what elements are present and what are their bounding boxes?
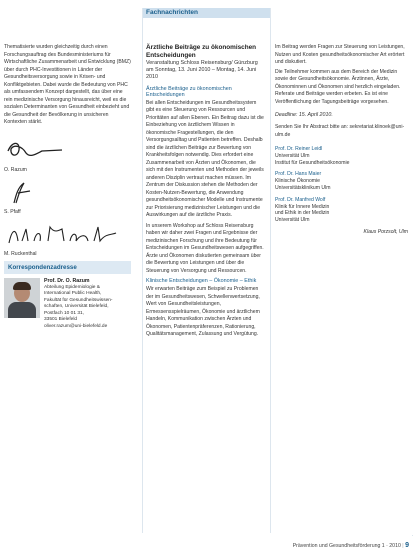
signature-name: M. Ruckenthal — [4, 250, 37, 257]
correspondence-text — [44, 278, 113, 331]
column-divider — [270, 8, 271, 533]
news-area — [142, 0, 413, 549]
contact-name: Prof. Dr. Manfred Wolf — [275, 196, 326, 203]
article-subheading: Ärztliche Beiträge zu ökonomischen Entscheidungen — [146, 85, 232, 98]
address-line: 33501 Bielefeld — [44, 317, 78, 323]
address-line: Abteilung Epidemiologie & — [44, 284, 101, 290]
right-paragraph: Die Teilnehmer kommen aus dem Bereich der Medizin sowie der Gesundheitsökonomie. Ärztinnen, Ärzte, Ökonominnen und Ökonomen sind herzlich eingeladen. Referate und Beiträge werden erbeten. Es ist eine Veröffentlichung der Tagungsbeiträge vorgesehen. — [275, 68, 401, 105]
contact-address — [275, 146, 408, 166]
page-number: 9 — [405, 542, 409, 549]
journal-name: Prävention und Gesundheitsförderung 1 · 2010 — [292, 543, 401, 549]
right-paragraph: Im Beitrag werden Fragen zur Steuerung von Leistungen, Nutzen und Kosten gesundheitsökonomischer Art erörtert und diskutiert. — [275, 44, 405, 65]
signature-ruckenthal-icon — [6, 223, 126, 247]
article-paragraph: Bei allen Entscheidungen im Gesundheitssystem gibt es eine Steuerung von Ressourcen und Prioritäten auf allen Ebenen. Ein Beitrag dazu ist die Einbeziehung von ärztlichem Wissen in ökonomische Fragestellungen, die den Versorgungsalltag und Patienten betreffen. Deshalb sind die ärztlichen Beiträge zur Bewertung von Krankheitsfolgen notwendig. Dies erfordert eine Zusammenarbeit von Ärzten und Ökonomen, die sich mit den Instrumenten und Methoden der jeweils anderen Disziplin vertraut machen müssen. Im Zentrum der Diskussion stehen die Methoden der Kosten-Nutzen-Bewertung, die Anwendung gesundheitsökonomischer Modelle und Instrumente zur Priorisierung medizinischer Leistungen und die Auswirkungen auf die ärztliche Praxis. — [146, 99, 264, 219]
signature-block-1 — [4, 137, 131, 173]
signature-block-2 — [4, 179, 131, 215]
address-line: Fakultät für Gesundheitswissen- — [44, 297, 113, 303]
article-subtitle: Veranstaltung Schloss Reisensburg/ Günzburg am Sonntag, 13. Juni 2010 – Montag, 14. Juni 2010 — [146, 59, 258, 80]
contact-name: Prof. Dr. Reiner Leidl — [275, 146, 323, 152]
contact-institution: Universität Ulm — [275, 152, 310, 159]
deadline: Deadline: 15. April 2010. — [275, 112, 333, 118]
send-to: Senden Sie Ihr Abstract bitte an: sekretariat.klinoek@uni-ulm.de — [275, 124, 405, 138]
contact-institution: Klinische Ökonomie — [275, 178, 321, 185]
article-title: Ärztliche Beiträge zu ökonomischen Entscheidungen — [146, 44, 257, 59]
correspondence-body — [4, 278, 131, 331]
signature-block-3 — [4, 221, 131, 257]
right-column — [275, 44, 408, 235]
author-name: Prof. Dr. O. Razum — [44, 277, 90, 284]
article-subheading: Klinische Entscheidungen – Ökonomie – Ethik — [146, 278, 257, 285]
signature-name: O. Razum — [4, 166, 27, 173]
address-line: Postfach 10 01 31, — [44, 310, 85, 316]
signature-name: S. Pfaff — [4, 208, 21, 215]
signature-razum-icon — [6, 139, 66, 161]
contact-address — [275, 197, 408, 224]
article-column — [146, 44, 264, 342]
author-photo — [4, 278, 40, 318]
left-column — [4, 44, 131, 331]
contact-address — [275, 171, 408, 191]
section-label: Fachnachrichten — [146, 9, 199, 16]
contact-institution: und Ethik in der Medizin — [275, 210, 330, 217]
closing-signature: Klaus Porzsolt, Ulm — [363, 228, 408, 235]
column-divider — [142, 8, 143, 533]
correspondence-heading: Korrespondenzadresse — [4, 261, 131, 274]
left-paragraph: Thematisierte wurden gleichzeitig durch einen Forschungsauftrag des Bundesministeriums für Wirtschaftliche Zusammenarbeit und Entwicklung (BMZ) über durch PHC-Investitionen in Länder der Gesundheitsversorgung sowie in Krisen- und Konfliktgebieten. Dabei wurde die Bedeutung von PHC als umfassendem Konzept dargestellt, das über eine rein medizinische Versorgung hinausreicht, weil es die sozialen Determinanten von Gesundheit einbezieht und die Gesundheit der Bevölkerung in unsicheren Kontexten stärkt. — [4, 44, 131, 125]
article-paragraph: In unserem Workshop auf Schloss Reisensburg haben wir daher zwei Fragen und Ergebnisse der medizinischen Forschung und ihre Bedeutung für Entscheidungen im Gesundheitswesen aufgegriffen. Ärzte und Ökonomen diskutierten gemeinsam über die Bewertung von Leistungen und über die Steuerung von Versorgung und Ressourcen. — [146, 222, 264, 274]
contact-institution: Klinik für Innere Medizin — [275, 203, 330, 210]
contact-name: Prof. Dr. Hans Maier — [275, 171, 322, 178]
signature-pfaff-icon — [6, 181, 46, 205]
address-line: schaften, Universität Bielefeld, — [44, 304, 109, 310]
address-line: International Public Health, — [44, 291, 102, 297]
article-paragraph: Wir erwarten Beiträge zum Beispiel zu Problemen der im Gesundheitswesen, Schwellenwertsetzung, Wert von Gesundheitsleistungen, Ermessensspielräumen, Ökonomie und ärztlichem Handeln, Kommunikation zwischen Ärzten und Ökonomen, Patientenpräferenzen, Rationierung, Qualitätsmanagement, Zulassung und Vergütung. — [146, 286, 260, 338]
page-footer: Prävention und Gesundheitsförderung 1 · 2010 | 9 — [292, 542, 409, 549]
contact-institution: Institut für Gesundheitsökonomie — [275, 159, 350, 166]
contact-institution: Universitätsklinikum Ulm — [275, 184, 331, 191]
contact-institution: Universität Ulm — [275, 217, 310, 224]
email-link[interactable]: oliver.razum@uni-bielefeld.de — [44, 324, 108, 330]
